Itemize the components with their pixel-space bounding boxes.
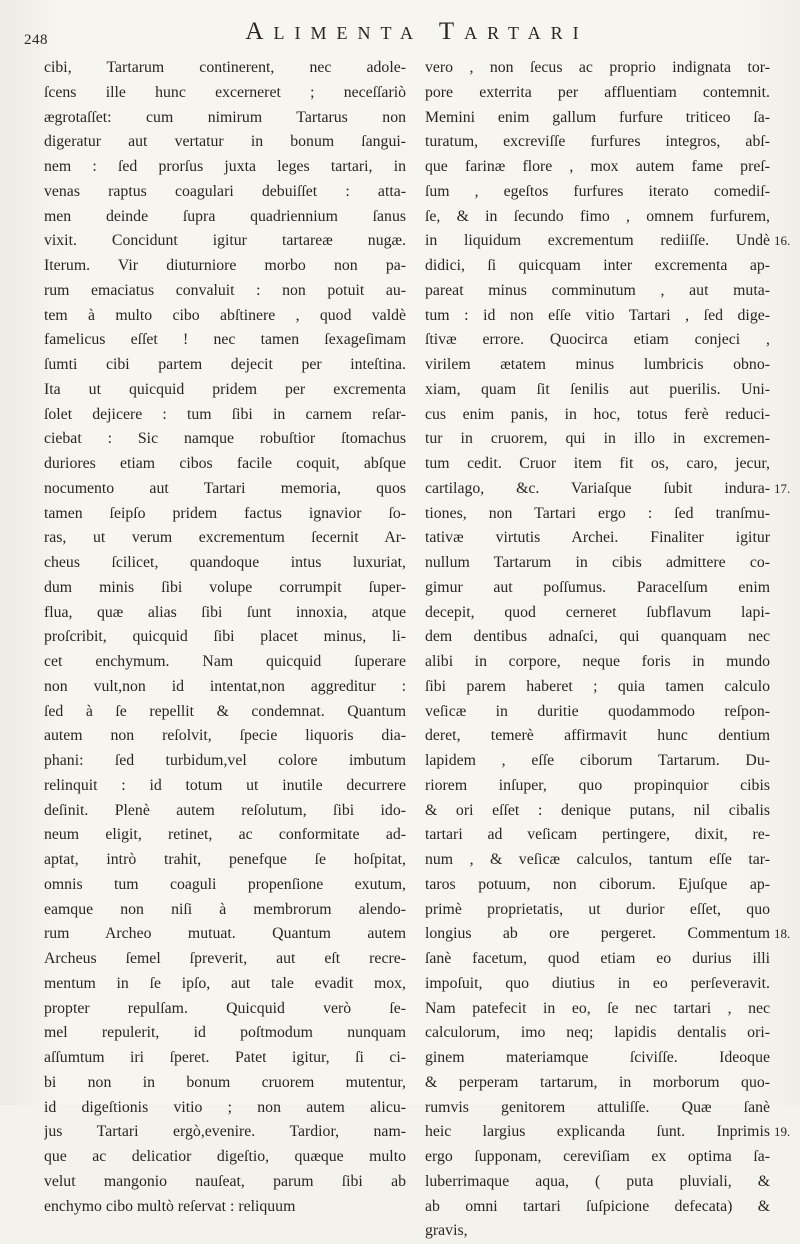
text-line: ſtivæ errore. Quocirca etiam conjeci , <box>425 331 770 349</box>
text-line: ægrotaſſet: cum nimirum Tartarus non <box>44 108 406 126</box>
text-line: tum cedit. Cruor item fit os, caro, jecur, <box>425 455 770 472</box>
text-line: ginem materiamque ſciviſſe. Ideoque <box>425 1049 770 1066</box>
text-line: enchymo cibo multò reſervat : reliquum <box>44 1197 296 1215</box>
text-line: aptat, intrò trahit, penefque ſe hoſpitat, <box>44 851 406 868</box>
text-line: gravis, <box>425 1222 468 1240</box>
text-line: in liquidum excrementum rediiſſe. Undè <box>425 232 770 250</box>
text-line: decepit, quod cerneret ſubflavum lapi- <box>425 603 770 621</box>
text-line: non vult,non id intentat,non aggreditur : <box>44 677 406 695</box>
text-line: ſed à ſe repellit & condemnat. Quantum <box>44 702 406 720</box>
text-line: longius ab ore pergeret. Commentum <box>425 925 770 943</box>
text-line: rum Archeo mutuat. Quantum autem <box>44 925 406 943</box>
page-number: 248 <box>24 32 48 48</box>
text-line: num , & veſicæ calculos, tantum eſſe tar- <box>425 851 770 868</box>
text-line: flua, quæ alias ſibi ſunt innoxia, atque <box>44 603 406 621</box>
text-line: & ori eſſet : denique putans, nil cibalis <box>425 801 770 819</box>
text-line: deſinit. Plenè autem reſolutum, ſibi ido- <box>44 801 406 819</box>
text-line: ergo ſupponam, cereviſiam ex optima ſa- <box>425 1148 770 1165</box>
text-line: omnis tum coaguli propenſione exutum, <box>44 875 406 893</box>
text-line: cus enim panis, in hoc, totus ferè reduci- <box>425 405 770 423</box>
text-line: nem : ſed prorſus juxta leges tartari, in <box>44 158 406 175</box>
text-line: vero , non ſecus ac proprio indignata tor- <box>425 59 770 76</box>
text-line: famelicus eſſet ! nec tamen ſexageſimam <box>44 331 406 349</box>
text-line: dem dentibus adnaſci, qui quanquam nec <box>425 628 770 646</box>
text-line: pareat minus comminutum , aut muta- <box>425 281 770 299</box>
text-line: ſumti cibi partem dejecit per inteſtina. <box>44 356 406 373</box>
text-line: duriores etiam cibos facile coquit, abſque <box>44 455 406 472</box>
text-line: ab omni tartari ſuſpicione defecata) & <box>425 1197 770 1215</box>
text-line: propter repulſam. Quicquid verò ſe- <box>44 999 406 1017</box>
text-line: turatum, excreviſſe furfures integros, abſ- <box>425 133 770 151</box>
text-line: ſolet dejicere : tum ſibi in carnem reſar- <box>44 405 406 423</box>
text-line: veſicæ in duritie quodammodo reſpon- <box>425 702 770 720</box>
text-line: nocumento aut Tartari memoria, quos <box>44 479 406 497</box>
text-line: mel repulerit, id poſtmodum nunquam <box>44 1024 406 1042</box>
text-line: ras, ut verum excrementum ſecernit Ar- <box>44 529 406 547</box>
text-line: aſſumtum iri ſperet. Patet igitur, ſi ci- <box>44 1049 406 1066</box>
text-line: dum minis ſibi volupe corrumpit ſuper- <box>44 578 406 596</box>
text-line: tartari ad veſicam pertingere, dixit, re- <box>425 826 770 844</box>
text-line: luberrimaque aqua, ( puta pluviali, & <box>425 1172 770 1190</box>
text-line: alibi in corpore, neque foris in mundo <box>425 653 770 670</box>
text-line: ciebat : Sic namque robuſtior ſtomachus <box>44 430 406 448</box>
text-line: taros potuum, non ciborum. Ejuſque ap- <box>425 875 770 893</box>
text-line: primè proprietatis, ut durior eſſet, quo <box>425 900 770 918</box>
text-line: phani: ſed turbidum,vel colore imbutum <box>44 752 406 769</box>
text-line: cet enchymum. Nam quicquid ſuperare <box>44 653 406 670</box>
text-line: heic largius explicanda ſunt. Inprimis <box>425 1123 770 1141</box>
text-line: neum eligit, retinet, ac conformitate ad- <box>44 826 406 844</box>
text-line: riorem inſuper, quo propinquior cibis <box>425 776 770 794</box>
text-line: ſum , egeſtos furfures iterato comediſ- <box>425 182 770 200</box>
text-line: ſanè facetum, quod etiam eo durius illi <box>425 950 770 967</box>
page-header <box>24 18 760 54</box>
text-line: gimur aut poſſumus. Paracelſum enim <box>425 578 770 596</box>
text-line: tem à multo cibo abſtinere , quod valdè <box>44 306 406 324</box>
text-line: deret, temerè affirmavit hunc dentium <box>425 727 770 745</box>
text-line: vixit. Concidunt igitur tartareæ nugæ. <box>44 232 406 250</box>
text-line: nullum Tartarum in cibis admittere co- <box>425 554 770 571</box>
text-line: que farinæ flore , mox autem fame preſ- <box>425 158 770 175</box>
text-line: id digeſtionis vitio ; non autem alicu- <box>44 1098 406 1116</box>
running-head: Alimenta Tartari <box>245 18 589 45</box>
text-line: pore exterrita per affluentiam contemnit. <box>425 83 770 101</box>
text-line: Ita ut quicquid pridem per excrementa <box>44 380 406 398</box>
text-line: Memini enim gallum furfure triticeo ſa- <box>425 108 770 126</box>
text-line: ſcens ille hunc excerneret ; neceſſariò <box>44 83 406 101</box>
text-line: men deinde ſupra quadriennium ſanus <box>44 207 406 225</box>
text-line: didici, ſi quicquam inter excrementa ap- <box>425 257 770 274</box>
text-line: relinquit : id totum ut inutile decurrere <box>44 776 406 794</box>
right-column <box>425 56 770 1244</box>
text-line: tur in cruorem, qui in illo in excremen- <box>425 430 770 448</box>
text-line: autem non reſolvit, ſpecie liquoris dia- <box>44 727 406 745</box>
text-line: impoſuit, quo diutius in eo perſeveravit. <box>425 974 770 992</box>
text-line: que ac delicatior digeſtio, quæque multo <box>44 1148 406 1165</box>
text-line: eamque non niſi à membrorum alendo- <box>44 900 406 918</box>
text-line: Iterum. Vir diuturniore morbo non pa- <box>44 257 406 274</box>
text-line: tamen ſeipſo pridem factus ignavior ſo- <box>44 504 406 522</box>
text-line: rum emaciatus convaluit : non potuit au- <box>44 281 406 299</box>
text-line: ſibi parem haberet ; quia tamen calculo <box>425 677 770 695</box>
text-line: virilem ætatem minus lumbricis obno- <box>425 356 770 373</box>
text-line: tiones, non Tartari ergo : ſed tranſmu- <box>425 504 770 522</box>
margin-note-number: 16. <box>774 233 791 249</box>
text-line: proſcribit, quicquid ſibi placet minus, li- <box>44 628 406 646</box>
margin-note-number: 17. <box>774 480 791 496</box>
text-line: xiam, quam ſit ſenilis aut puerilis. Uni- <box>425 380 770 398</box>
margin-note-number: 18. <box>774 926 791 942</box>
text-line: cibi, Tartarum continerent, nec adole- <box>44 59 406 76</box>
text-line: ſe, & in ſecundo fimo , omnem furfurem, <box>425 207 770 225</box>
text-line: tativæ virtutis Archei. Finaliter igitur <box>425 529 770 547</box>
text-line: venas raptus coagulari debuiſſet : atta- <box>44 182 406 200</box>
text-line: tum : id non eſſe vitio Tartari , ſed dige- <box>425 306 770 324</box>
text-line: cheus ſcilicet, quandoque intus luxuriat, <box>44 554 406 571</box>
text-line: Archeus ſemel ſpreverit, aut eſt recre- <box>44 950 406 967</box>
text-line: digeratur aut vertatur in bonum ſangui- <box>44 133 406 151</box>
text-line: rumvis genitorem attuliſſe. Quæ ſanè <box>425 1098 770 1116</box>
margin-note-number: 19. <box>774 1124 791 1140</box>
text-line: lapidem , eſſe ciborum Tartarum. Du- <box>425 752 770 769</box>
text-line: Nam patefecit in eo, ſe nec tartari , nec <box>425 999 770 1017</box>
left-column <box>44 56 406 1219</box>
text-line: jus Tartari ergò,evenire. Tardior, nam- <box>44 1123 406 1141</box>
text-line: cartilago, &c. Variaſque ſubit indura- <box>425 479 770 497</box>
text-line: bi non in bonum cruorem mutentur, <box>44 1073 406 1091</box>
text-line: velut mangonio nauſeat, parum ſibi ab <box>44 1172 406 1190</box>
text-line: calculorum, imo neq; lapidis dentalis ori- <box>425 1024 770 1042</box>
text-line: & perperam tartarum, in morborum quo- <box>425 1073 770 1091</box>
text-line: mentum in ſe ipſo, aut tale evadit mox, <box>44 974 406 992</box>
